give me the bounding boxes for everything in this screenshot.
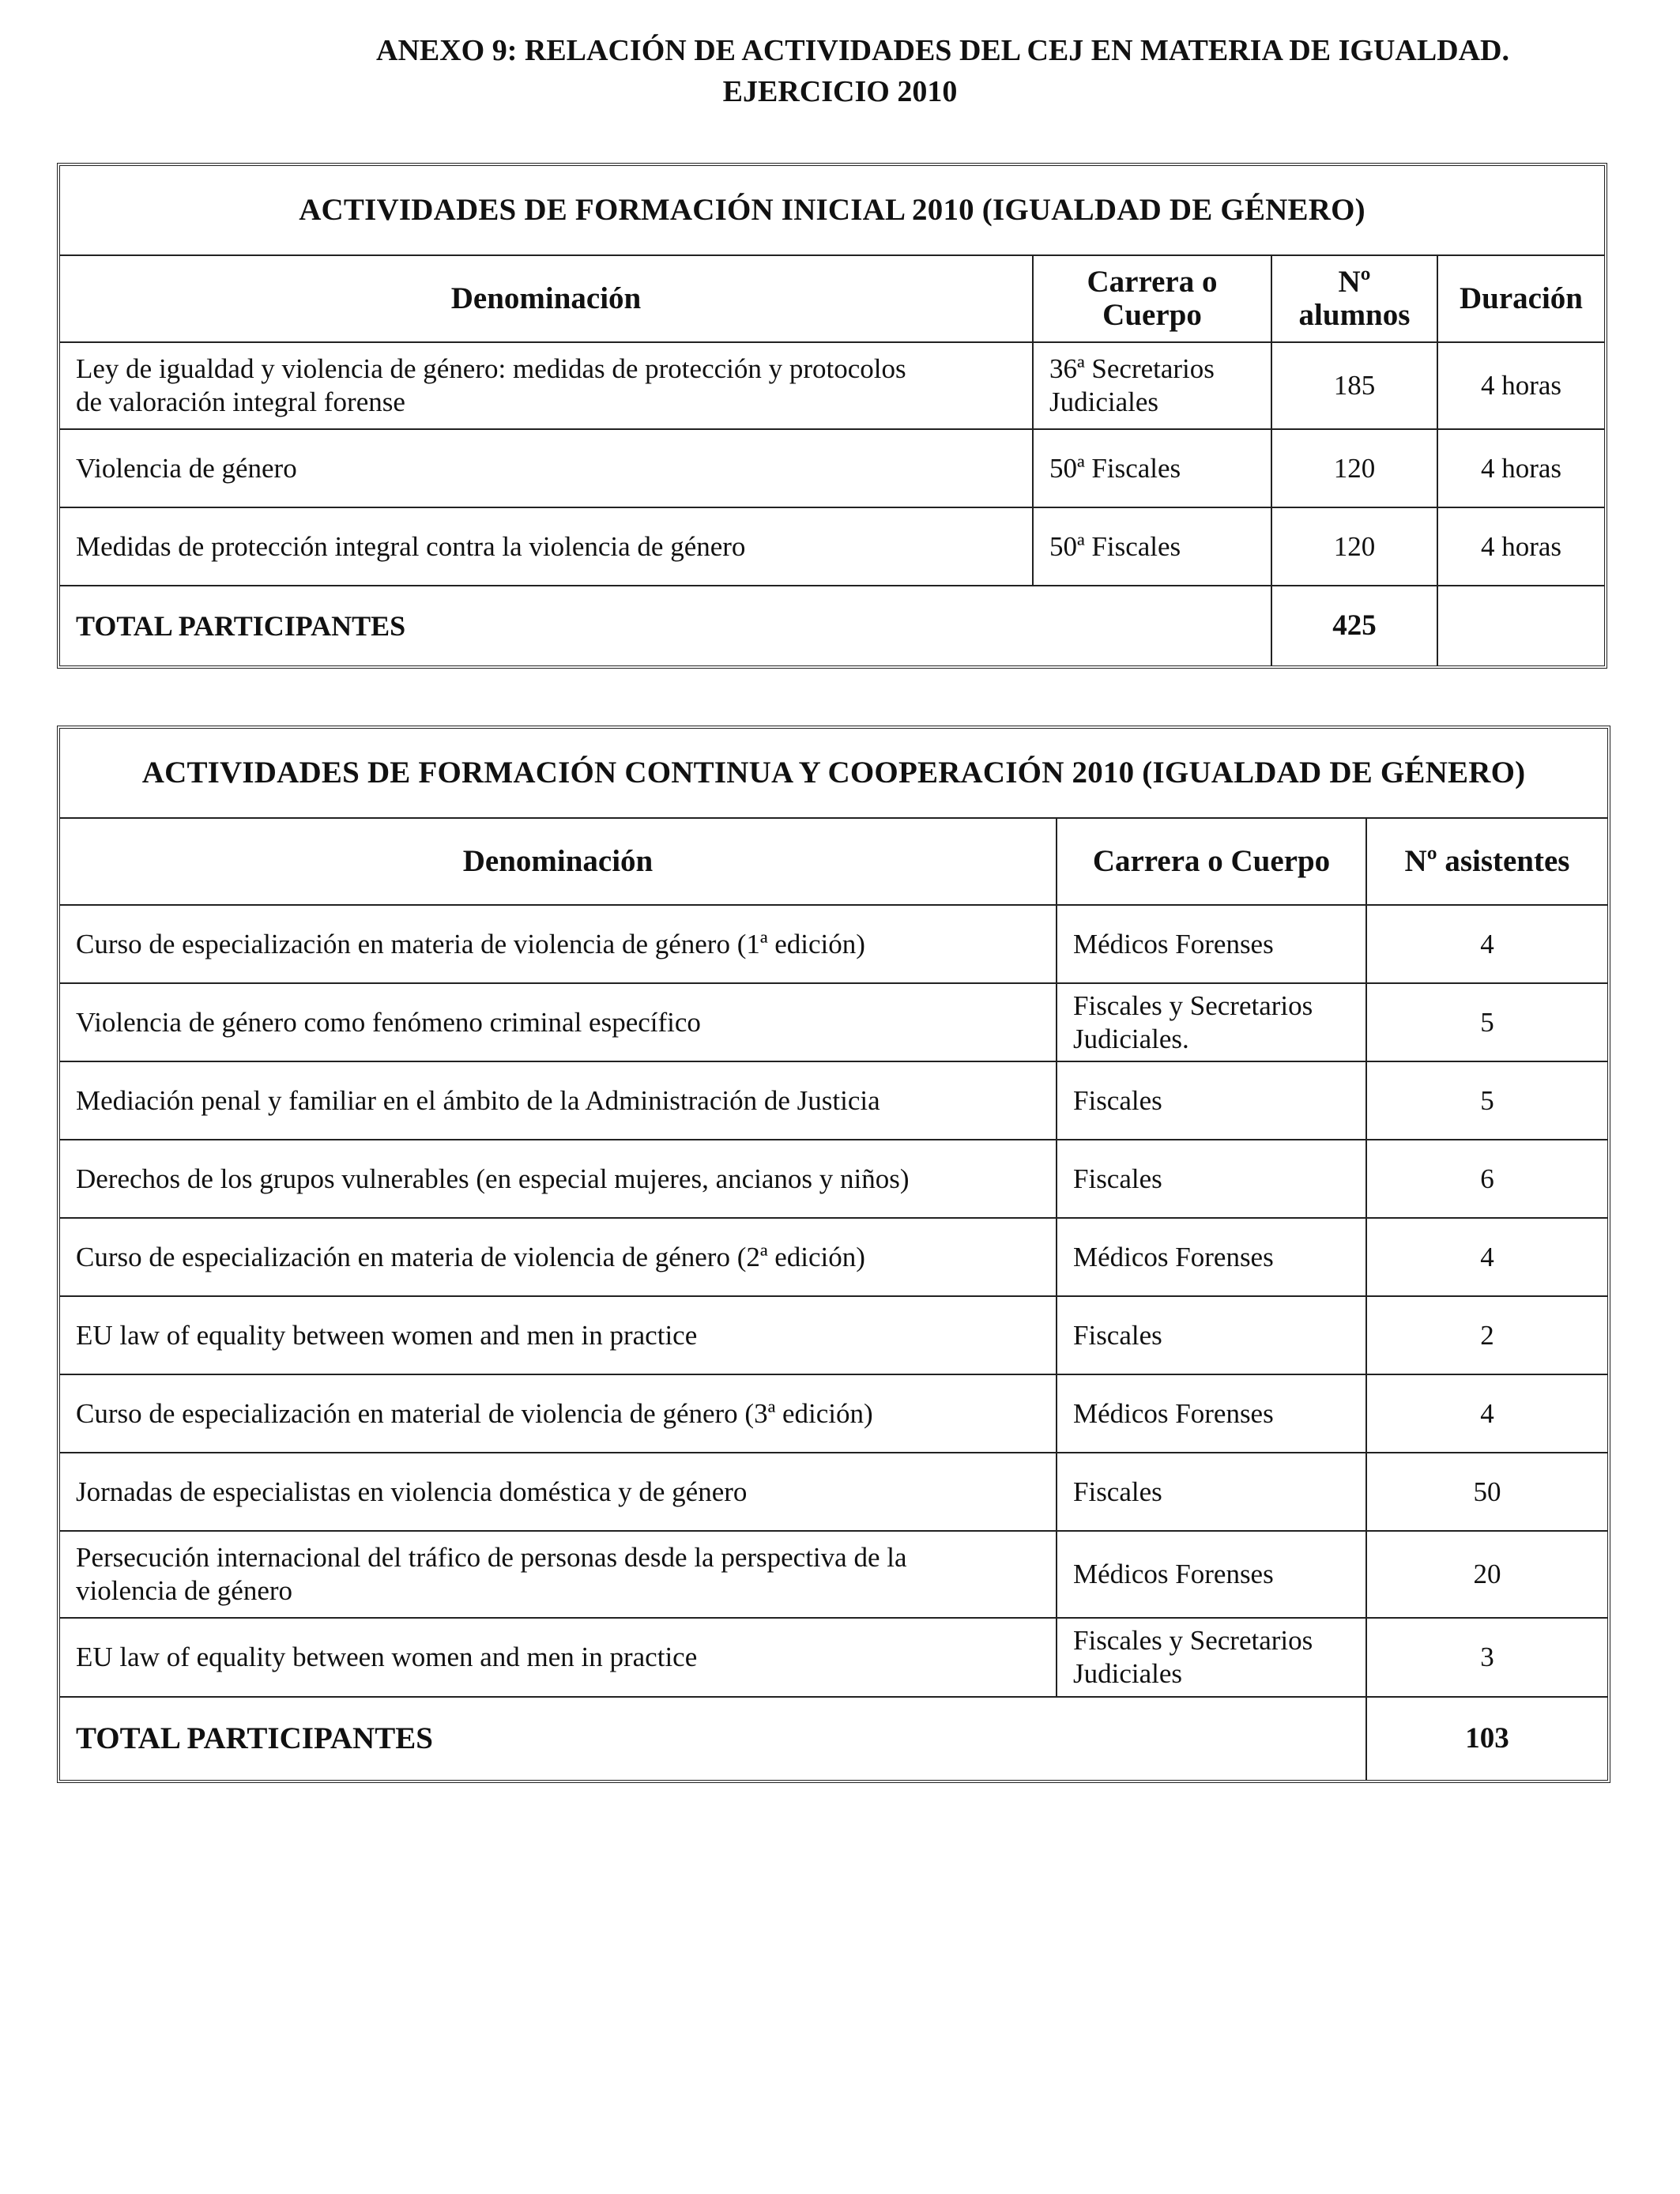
cell-denominacion-line-2: de valoración integral forense	[76, 386, 405, 417]
total-empty-cell	[1438, 586, 1604, 665]
cell-denominacion-line-2: violencia de género	[76, 1575, 293, 1606]
cell-denominacion: Derechos de los grupos vulnerables (en especial mujeres, ancianos y niños)	[60, 1140, 1057, 1219]
cell-asistentes: 4	[1367, 1219, 1607, 1297]
table-row	[60, 1062, 1607, 1140]
table-row	[60, 1453, 1607, 1532]
cell-denominacion-line-1: Ley de igualdad y violencia de género: medidas de protección y protocolos	[76, 353, 906, 384]
cell-asistentes: 4	[1367, 906, 1607, 984]
cell-denominacion: Curso de especialización en material de violencia de género (3ª edición)	[60, 1375, 1057, 1453]
cell-carrera: Médicos Forenses	[1057, 1375, 1367, 1453]
cell-denominacion: Mediación penal y familiar en el ámbito de la Administración de Justicia	[60, 1062, 1057, 1140]
cell-carrera: Fiscales	[1057, 1062, 1367, 1140]
cell-carrera	[1034, 343, 1272, 430]
cell-carrera-line-1: Fiscales y Secretarios	[1073, 990, 1313, 1021]
cell-duracion: 4 horas	[1438, 343, 1604, 430]
cell-duracion: 4 horas	[1438, 430, 1604, 508]
cell-carrera: Fiscales	[1057, 1453, 1367, 1532]
cell-denominacion: Jornadas de especialistas en violencia doméstica y de género	[60, 1453, 1057, 1532]
cell-asistentes: 3	[1367, 1619, 1607, 1698]
cell-duracion: 4 horas	[1438, 508, 1604, 586]
column-header-denominacion: Denominación	[60, 256, 1034, 343]
cell-denominacion: Medidas de protección integral contra la violencia de género	[60, 508, 1034, 586]
table-row	[60, 906, 1607, 984]
table-row	[60, 1297, 1607, 1375]
cell-asistentes: 20	[1367, 1532, 1607, 1619]
column-header-denominacion: Denominación	[60, 819, 1057, 906]
cell-carrera	[1057, 984, 1367, 1062]
cell-denominacion-line-1: Persecución internacional del tráfico de personas desde la perspectiva de la	[76, 1542, 907, 1573]
cell-carrera-line-1: Fiscales y Secretarios	[1073, 1625, 1313, 1656]
heading-line-1: ANEXO 9: RELACIÓN DE ACTIVIDADES DEL CEJ EN MATERIA DE IGUALDAD.	[376, 34, 1509, 67]
cell-carrera: Fiscales	[1057, 1140, 1367, 1219]
total-value: 425	[1272, 586, 1438, 665]
table-row	[60, 1619, 1607, 1698]
cell-carrera-line-1: 36ª Secretarios	[1049, 353, 1215, 384]
cell-asistentes: 2	[1367, 1297, 1607, 1375]
cell-denominacion: EU law of equality between women and men in practice	[60, 1297, 1057, 1375]
table-title: ACTIVIDADES DE FORMACIÓN INICIAL 2010 (IGUALDAD DE GÉNERO)	[60, 166, 1604, 256]
cell-denominacion: EU law of equality between women and men in practice	[60, 1619, 1057, 1698]
table-row	[60, 430, 1604, 508]
column-header-carrera-line-1: Carrera o	[1087, 265, 1218, 299]
total-label: TOTAL PARTICIPANTES	[60, 1698, 1367, 1780]
cell-asistentes: 6	[1367, 1140, 1607, 1219]
cell-carrera: Médicos Forenses	[1057, 1532, 1367, 1619]
table-row	[60, 1375, 1607, 1453]
cell-carrera: Fiscales	[1057, 1297, 1367, 1375]
cell-carrera-line-2: Judiciales	[1073, 1658, 1183, 1689]
cell-asistentes: 50	[1367, 1453, 1607, 1532]
total-row	[60, 1698, 1607, 1780]
table-row	[60, 343, 1604, 430]
cell-asistentes: 5	[1367, 1062, 1607, 1140]
cell-alumnos: 120	[1272, 508, 1438, 586]
table-row	[60, 1140, 1607, 1219]
total-row	[60, 586, 1604, 665]
cell-carrera	[1057, 1619, 1367, 1698]
table-row	[60, 508, 1604, 586]
page-heading	[0, 30, 1680, 112]
column-header-duracion: Duración	[1438, 256, 1604, 343]
cell-denominacion	[60, 343, 1034, 430]
cell-denominacion: Curso de especialización en materia de violencia de género (2ª edición)	[60, 1219, 1057, 1297]
table-row	[60, 1219, 1607, 1297]
cell-carrera: 50ª Fiscales	[1034, 430, 1272, 508]
cell-carrera-line-2: Judiciales	[1049, 386, 1159, 417]
column-header-alumnos	[1272, 256, 1438, 343]
cell-denominacion: Violencia de género	[60, 430, 1034, 508]
cell-carrera-line-2: Judiciales.	[1073, 1023, 1189, 1054]
column-header-carrera: Carrera o Cuerpo	[1057, 819, 1367, 906]
table-row	[60, 1532, 1607, 1619]
column-header-asistentes: Nº asistentes	[1367, 819, 1607, 906]
cell-denominacion	[60, 1532, 1057, 1619]
column-header-carrera	[1034, 256, 1272, 343]
cell-denominacion: Violencia de género como fenómeno criminal específico	[60, 984, 1057, 1062]
table-formacion-inicial	[57, 163, 1607, 669]
table-title: ACTIVIDADES DE FORMACIÓN CONTINUA Y COOPERACIÓN 2010 (IGUALDAD DE GÉNERO)	[60, 729, 1607, 819]
table-formacion-continua	[57, 726, 1610, 1783]
table-row	[60, 984, 1607, 1062]
cell-asistentes: 4	[1367, 1375, 1607, 1453]
column-header-alumnos-line-1: Nº	[1338, 265, 1371, 299]
column-header-carrera-line-2: Cuerpo	[1102, 298, 1202, 332]
cell-carrera: Médicos Forenses	[1057, 1219, 1367, 1297]
total-label: TOTAL PARTICIPANTES	[60, 586, 1272, 665]
cell-carrera: 50ª Fiscales	[1034, 508, 1272, 586]
cell-alumnos: 120	[1272, 430, 1438, 508]
cell-carrera: Médicos Forenses	[1057, 906, 1367, 984]
cell-asistentes: 5	[1367, 984, 1607, 1062]
heading-line-2: EJERCICIO 2010	[722, 75, 958, 108]
total-value: 103	[1465, 1722, 1509, 1755]
column-header-alumnos-line-2: alumnos	[1298, 298, 1411, 332]
cell-alumnos: 185	[1272, 343, 1438, 430]
cell-denominacion: Curso de especialización en materia de violencia de género (1ª edición)	[60, 906, 1057, 984]
